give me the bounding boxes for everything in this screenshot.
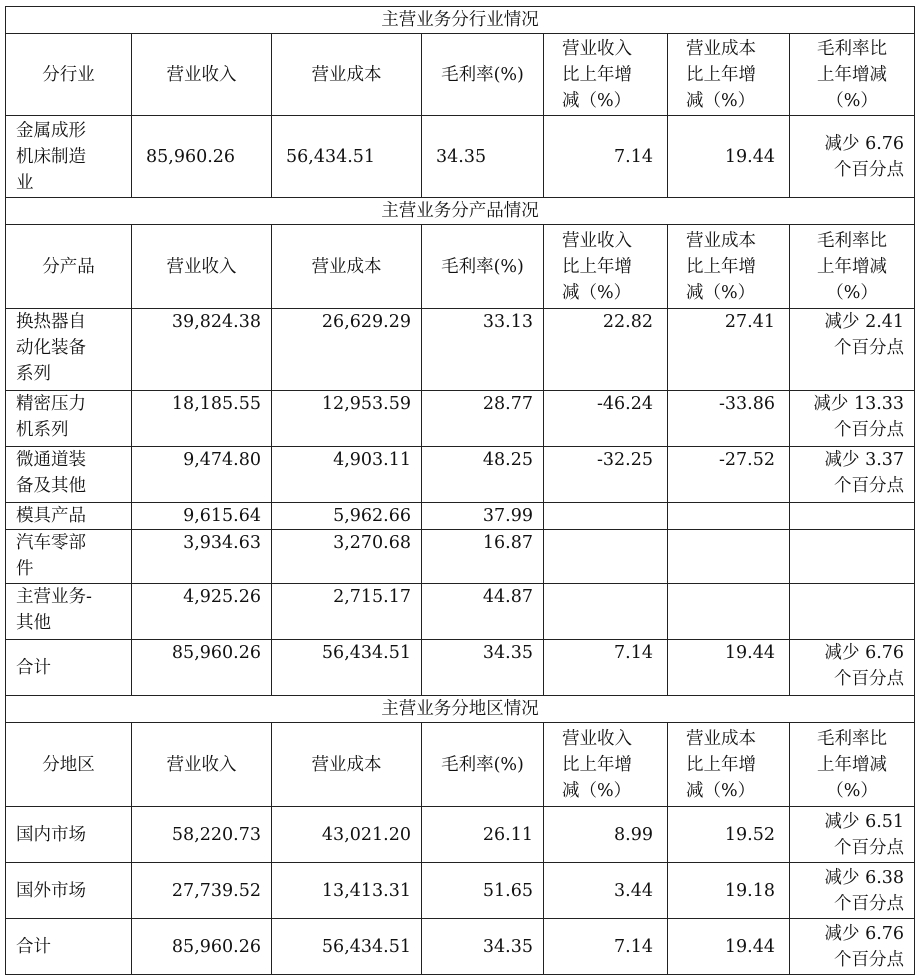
margin-cell: 16.87 [422,530,544,584]
section-title-region: 主营业务分地区情况 [6,696,915,723]
header-cost: 营业成本 [272,723,422,807]
row-label: 合计 [6,919,132,975]
cost-change-cell: -27.52 [668,447,790,503]
revenue-change-cell [544,530,668,584]
row-label: 精密压力 机系列 [6,391,132,447]
row-label: 国外市场 [6,863,132,919]
header-margin: 毛利率(%) [422,225,544,309]
section-row [6,198,915,225]
cost-change-cell [668,503,790,530]
revenue-change-cell [544,584,668,640]
header-industry: 分行业 [6,34,132,116]
business-segment-table [5,6,915,975]
header-cost: 营业成本 [272,225,422,309]
cost-cell: 13,413.31 [272,863,422,919]
margin-cell: 34.35 [422,116,544,198]
cost-change-cell: -33.86 [668,391,790,447]
header-row [6,225,915,309]
header-revenue: 营业收入 [132,34,272,116]
revenue-cell: 9,615.64 [132,503,272,530]
table-row [6,807,915,863]
cost-change-cell [668,530,790,584]
header-product: 分产品 [6,225,132,309]
cost-cell: 56,434.51 [272,640,422,696]
section-title-industry: 主营业务分行业情况 [6,7,915,34]
revenue-cell: 85,960.26 [132,919,272,975]
table-row [6,116,915,198]
row-label: 换热器自 动化装备 系列 [6,309,132,391]
revenue-cell: 3,934.63 [132,530,272,584]
cost-change-cell: 19.52 [668,807,790,863]
header-margin: 毛利率(%) [422,34,544,116]
revenue-cell: 9,474.80 [132,447,272,503]
margin-cell: 44.87 [422,584,544,640]
margin-change-cell [790,530,915,584]
margin-change-cell: 减少 2.41 个百分点 [790,309,915,391]
header-revenue-change: 营业收入 比上年增 减（%） [544,225,668,309]
header-row [6,34,915,116]
header-revenue: 营业收入 [132,723,272,807]
margin-change-cell: 减少 6.76 个百分点 [790,116,915,198]
cost-change-cell: 19.18 [668,863,790,919]
revenue-change-cell: -32.25 [544,447,668,503]
cost-cell: 26,629.29 [272,309,422,391]
table-row [6,530,915,584]
header-cost-change: 营业成本 比上年增 减（%） [668,723,790,807]
row-label: 微通道装 备及其他 [6,447,132,503]
section-row [6,7,915,34]
revenue-change-cell: -46.24 [544,391,668,447]
header-margin-change: 毛利率比 上年增减 （%） [790,34,915,116]
cost-change-cell [668,584,790,640]
row-label: 国内市场 [6,807,132,863]
table-row-total [6,640,915,696]
cost-change-cell: 19.44 [668,116,790,198]
header-cost-change: 营业成本 比上年增 减（%） [668,34,790,116]
table-row-total [6,919,915,975]
header-revenue-change: 营业收入 比上年增 减（%） [544,34,668,116]
section-row [6,696,915,723]
cost-change-cell: 19.44 [668,640,790,696]
revenue-cell: 27,739.52 [132,863,272,919]
revenue-cell: 58,220.73 [132,807,272,863]
header-revenue: 营业收入 [132,225,272,309]
margin-change-cell [790,584,915,640]
cost-cell: 4,903.11 [272,447,422,503]
cost-cell: 56,434.51 [272,919,422,975]
margin-change-cell: 减少 6.51 个百分点 [790,807,915,863]
cost-cell: 43,021.20 [272,807,422,863]
margin-change-cell: 减少 6.38 个百分点 [790,863,915,919]
table-row [6,447,915,503]
margin-cell: 34.35 [422,919,544,975]
margin-cell: 34.35 [422,640,544,696]
row-label: 汽车零部 件 [6,530,132,584]
table-row [6,863,915,919]
table-row [6,309,915,391]
header-row [6,723,915,807]
table-row [6,584,915,640]
revenue-change-cell: 3.44 [544,863,668,919]
table-row [6,503,915,530]
revenue-cell: 4,925.26 [132,584,272,640]
margin-cell: 33.13 [422,309,544,391]
margin-change-cell: 减少 13.33 个百分点 [790,391,915,447]
header-region: 分地区 [6,723,132,807]
revenue-change-cell: 22.82 [544,309,668,391]
revenue-cell: 85,960.26 [132,640,272,696]
revenue-change-cell: 7.14 [544,116,668,198]
margin-cell: 26.11 [422,807,544,863]
margin-change-cell: 减少 6.76 个百分点 [790,919,915,975]
row-label: 金属成形 机床制造 业 [6,116,132,198]
margin-cell: 28.77 [422,391,544,447]
cost-cell: 12,953.59 [272,391,422,447]
margin-change-cell: 减少 6.76 个百分点 [790,640,915,696]
header-cost: 营业成本 [272,34,422,116]
cost-change-cell: 27.41 [668,309,790,391]
cost-change-cell: 19.44 [668,919,790,975]
margin-change-cell [790,503,915,530]
revenue-change-cell [544,503,668,530]
margin-change-cell: 减少 3.37 个百分点 [790,447,915,503]
cost-cell: 2,715.17 [272,584,422,640]
revenue-cell: 85,960.26 [132,116,272,198]
margin-cell: 48.25 [422,447,544,503]
row-label: 合计 [6,640,132,696]
header-margin-change: 毛利率比 上年增减 （%） [790,723,915,807]
header-margin: 毛利率(%) [422,723,544,807]
margin-cell: 51.65 [422,863,544,919]
header-margin-change: 毛利率比 上年增减 （%） [790,225,915,309]
row-label: 主营业务- 其他 [6,584,132,640]
cost-cell: 3,270.68 [272,530,422,584]
revenue-cell: 18,185.55 [132,391,272,447]
header-cost-change: 营业成本 比上年增 减（%） [668,225,790,309]
revenue-cell: 39,824.38 [132,309,272,391]
cost-cell: 56,434.51 [272,116,422,198]
margin-cell: 37.99 [422,503,544,530]
header-revenue-change: 营业收入 比上年增 减（%） [544,723,668,807]
cost-cell: 5,962.66 [272,503,422,530]
revenue-change-cell: 7.14 [544,919,668,975]
revenue-change-cell: 7.14 [544,640,668,696]
table-row [6,391,915,447]
section-title-product: 主营业务分产品情况 [6,198,915,225]
revenue-change-cell: 8.99 [544,807,668,863]
row-label: 模具产品 [6,503,132,530]
